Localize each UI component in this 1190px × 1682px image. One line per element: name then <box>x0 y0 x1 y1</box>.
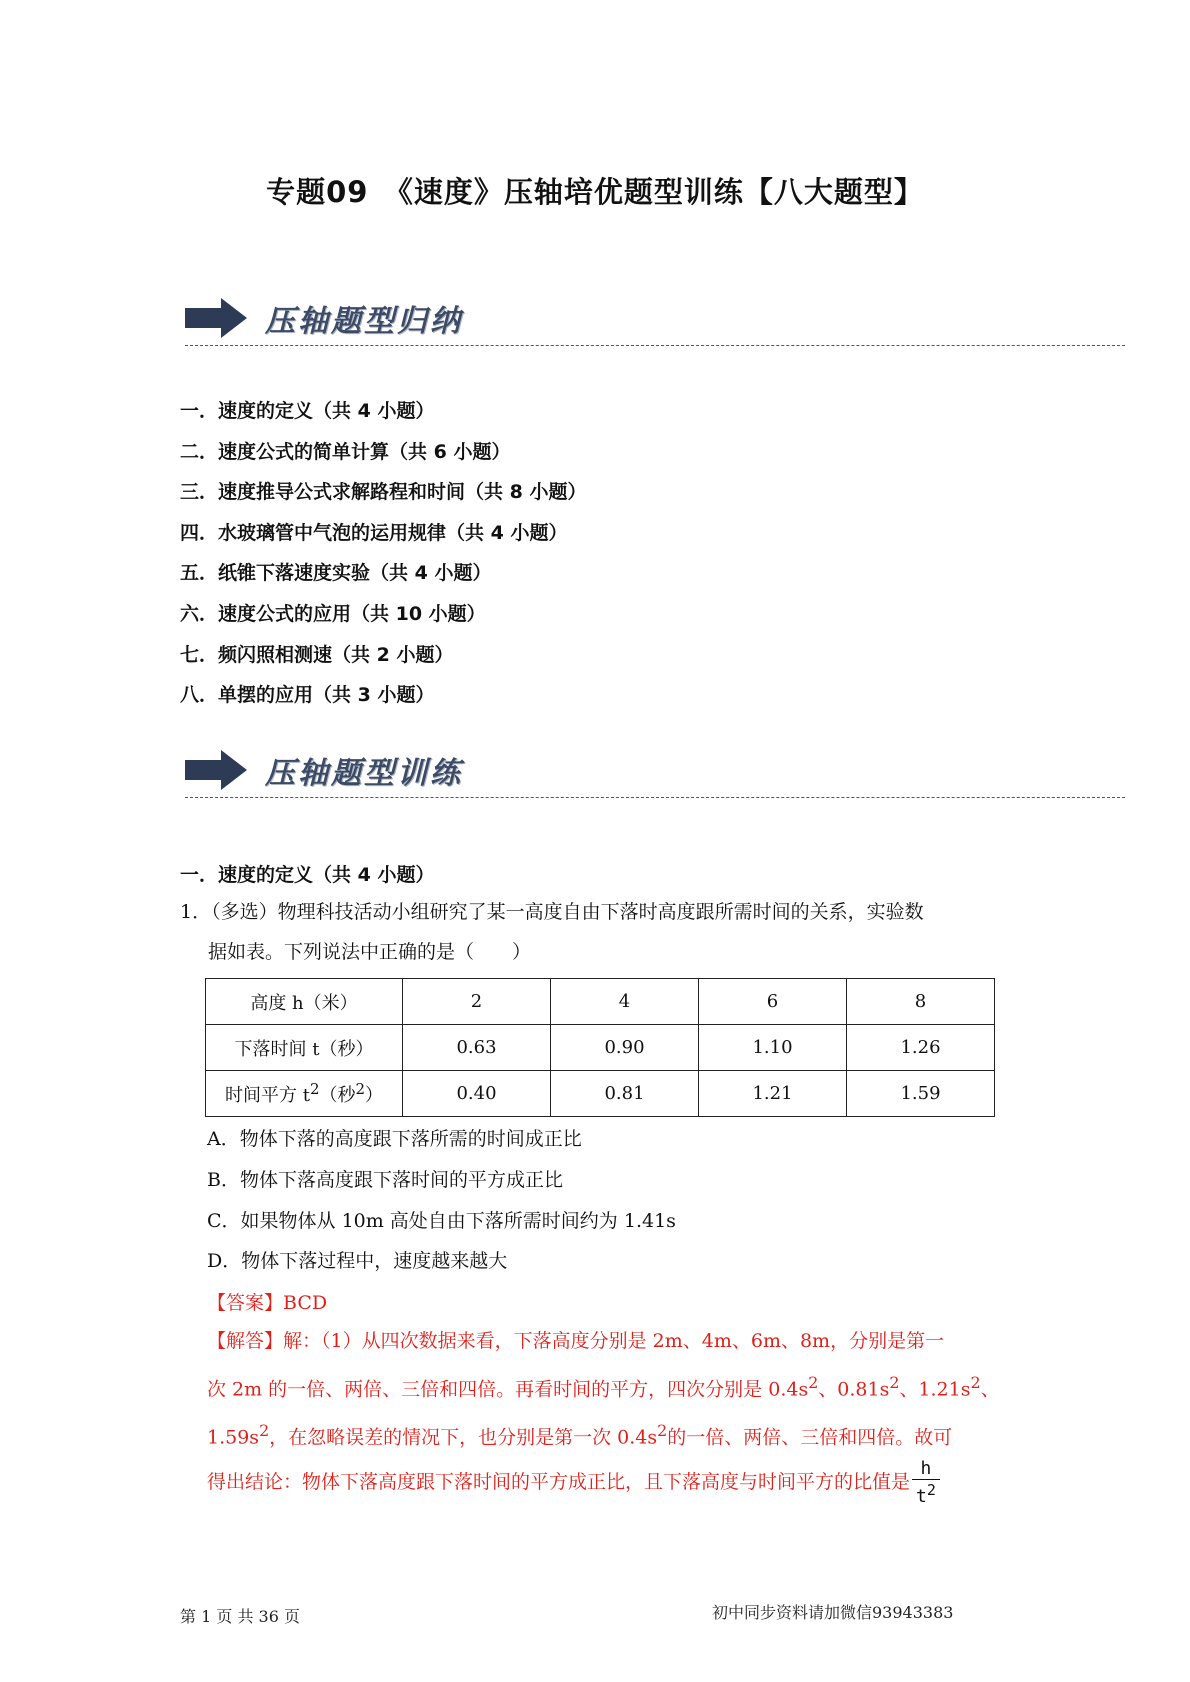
data-table <box>205 978 995 1117</box>
answer-value: BCD <box>283 1292 328 1314</box>
option-c: C．如果物体从 10m 高处自由下落所需时间约为 1.41s <box>207 1210 676 1232</box>
toc-item: 三．速度推导公式求解路程和时间（共 8 小题） <box>180 481 587 503</box>
superscript: 2 <box>309 1080 320 1098</box>
solution-label: 【解答】 <box>207 1330 284 1352</box>
solution-line <box>207 1362 1017 1410</box>
solution-text: 得出结论：物体下落高度跟下落时间的平方成正比，且下落高度与时间平方的比值是 <box>207 1470 911 1493</box>
superscript: 2 <box>970 1373 981 1392</box>
table-row <box>206 1071 995 1117</box>
footer-note: 初中同步资料请加微信93943383 <box>712 1603 954 1622</box>
section-banner-training <box>185 742 1125 798</box>
dashed-divider <box>185 797 1125 798</box>
answer-label: 【答案】 <box>207 1292 284 1314</box>
toc-item: 四．水玻璃管中气泡的运用规律（共 4 小题） <box>180 522 568 544</box>
superscript: 2 <box>889 1373 900 1392</box>
table-cell: 6 <box>699 979 847 1025</box>
solution-text: 1.59s <box>207 1426 260 1449</box>
option-a: A．物体下落的高度跟下落所需的时间成正比 <box>207 1128 582 1150</box>
superscript: 2 <box>657 1421 668 1441</box>
option-d: D．物体下落过程中，速度越来越大 <box>207 1250 508 1272</box>
superscript: 2 <box>808 1373 819 1392</box>
solution-text: 、 <box>980 1378 1000 1401</box>
answer <box>207 1288 327 1315</box>
toc-item: 二．速度公式的简单计算（共 6 小题） <box>180 441 511 463</box>
document-title: 专题09 《速度》压轴培优题型训练【八大题型】 <box>266 175 924 209</box>
toc-item: 八．单摆的应用（共 3 小题） <box>180 684 435 706</box>
table-cell: 8 <box>847 979 995 1025</box>
dashed-divider <box>185 345 1125 346</box>
arrow-right-icon <box>185 750 247 790</box>
solution-line <box>207 1410 1017 1458</box>
solution-text: 的一倍、两倍、三倍和四倍。故可 <box>667 1426 953 1449</box>
cell-text: ） <box>365 1085 384 1106</box>
option-b: B．物体下落高度跟下落时间的平方成正比 <box>207 1169 563 1191</box>
table-cell <box>206 1071 403 1117</box>
table-cell: 2 <box>403 979 551 1025</box>
solution-text: 、0.81s <box>818 1378 890 1401</box>
table-cell: 下落时间 t（秒） <box>206 1025 403 1071</box>
fraction-denominator <box>912 1480 940 1507</box>
question-line: 据如表。下列说法中正确的是（ ） <box>208 941 532 963</box>
table-cell: 1.10 <box>699 1025 847 1071</box>
arrow-right-icon <box>185 298 247 338</box>
table-cell: 1.26 <box>847 1025 995 1071</box>
superscript: 2 <box>926 1480 936 1499</box>
cell-text: 时间平方 t <box>224 1085 310 1106</box>
table-cell: 高度 h（米） <box>206 979 403 1025</box>
superscript: 2 <box>259 1421 270 1441</box>
table-row <box>206 979 995 1025</box>
fraction-numerator: h <box>912 1459 940 1480</box>
fraction <box>912 1459 940 1507</box>
superscript: 2 <box>355 1080 366 1098</box>
banner-training-title: 压轴题型训练 <box>265 756 463 791</box>
toc-item: 七．频闪照相测速（共 2 小题） <box>180 644 454 666</box>
toc-item: 五．纸锥下落速度实验（共 4 小题） <box>180 562 492 584</box>
table-cell: 4 <box>551 979 699 1025</box>
page-number: 第 1 页 共 36 页 <box>180 1607 300 1626</box>
solution-text: ，在忽略误差的情况下，也分别是第一次 0.4s <box>269 1426 658 1449</box>
table-cell: 0.81 <box>551 1071 699 1117</box>
solution <box>207 1320 1017 1507</box>
fraction-base: t <box>916 1485 927 1507</box>
banner-summary-title: 压轴题型归纳 <box>265 304 463 339</box>
question-line: 1．（多选）物理科技活动小组研究了某一高度自由下落时高度跟所需时间的关系，实验数 <box>180 901 924 923</box>
solution-text: 解：（1）从四次数据来看，下落高度分别是 2m、4m、6m、8m，分别是第一 <box>283 1330 945 1352</box>
solution-line <box>207 1320 1017 1362</box>
section-banner-summary <box>185 290 1125 346</box>
table-row <box>206 1025 995 1071</box>
toc-item: 一．速度的定义（共 4 小题） <box>180 400 435 422</box>
toc-item: 六．速度公式的应用（共 10 小题） <box>180 603 486 625</box>
solution-text: 次 2m 的一倍、两倍、三倍和四倍。再看时间的平方，四次分别是 0.4s <box>207 1378 809 1401</box>
table-cell: 0.63 <box>403 1025 551 1071</box>
solution-text: 、1.21s <box>899 1378 971 1401</box>
section-heading: 一．速度的定义（共 4 小题） <box>180 864 435 886</box>
solution-line <box>207 1459 1017 1507</box>
table-cell: 0.40 <box>403 1071 551 1117</box>
question-stem <box>180 892 1030 972</box>
table-cell: 1.59 <box>847 1071 995 1117</box>
table-cell: 0.90 <box>551 1025 699 1071</box>
cell-text: （秒 <box>319 1085 356 1106</box>
table-cell: 1.21 <box>699 1071 847 1117</box>
